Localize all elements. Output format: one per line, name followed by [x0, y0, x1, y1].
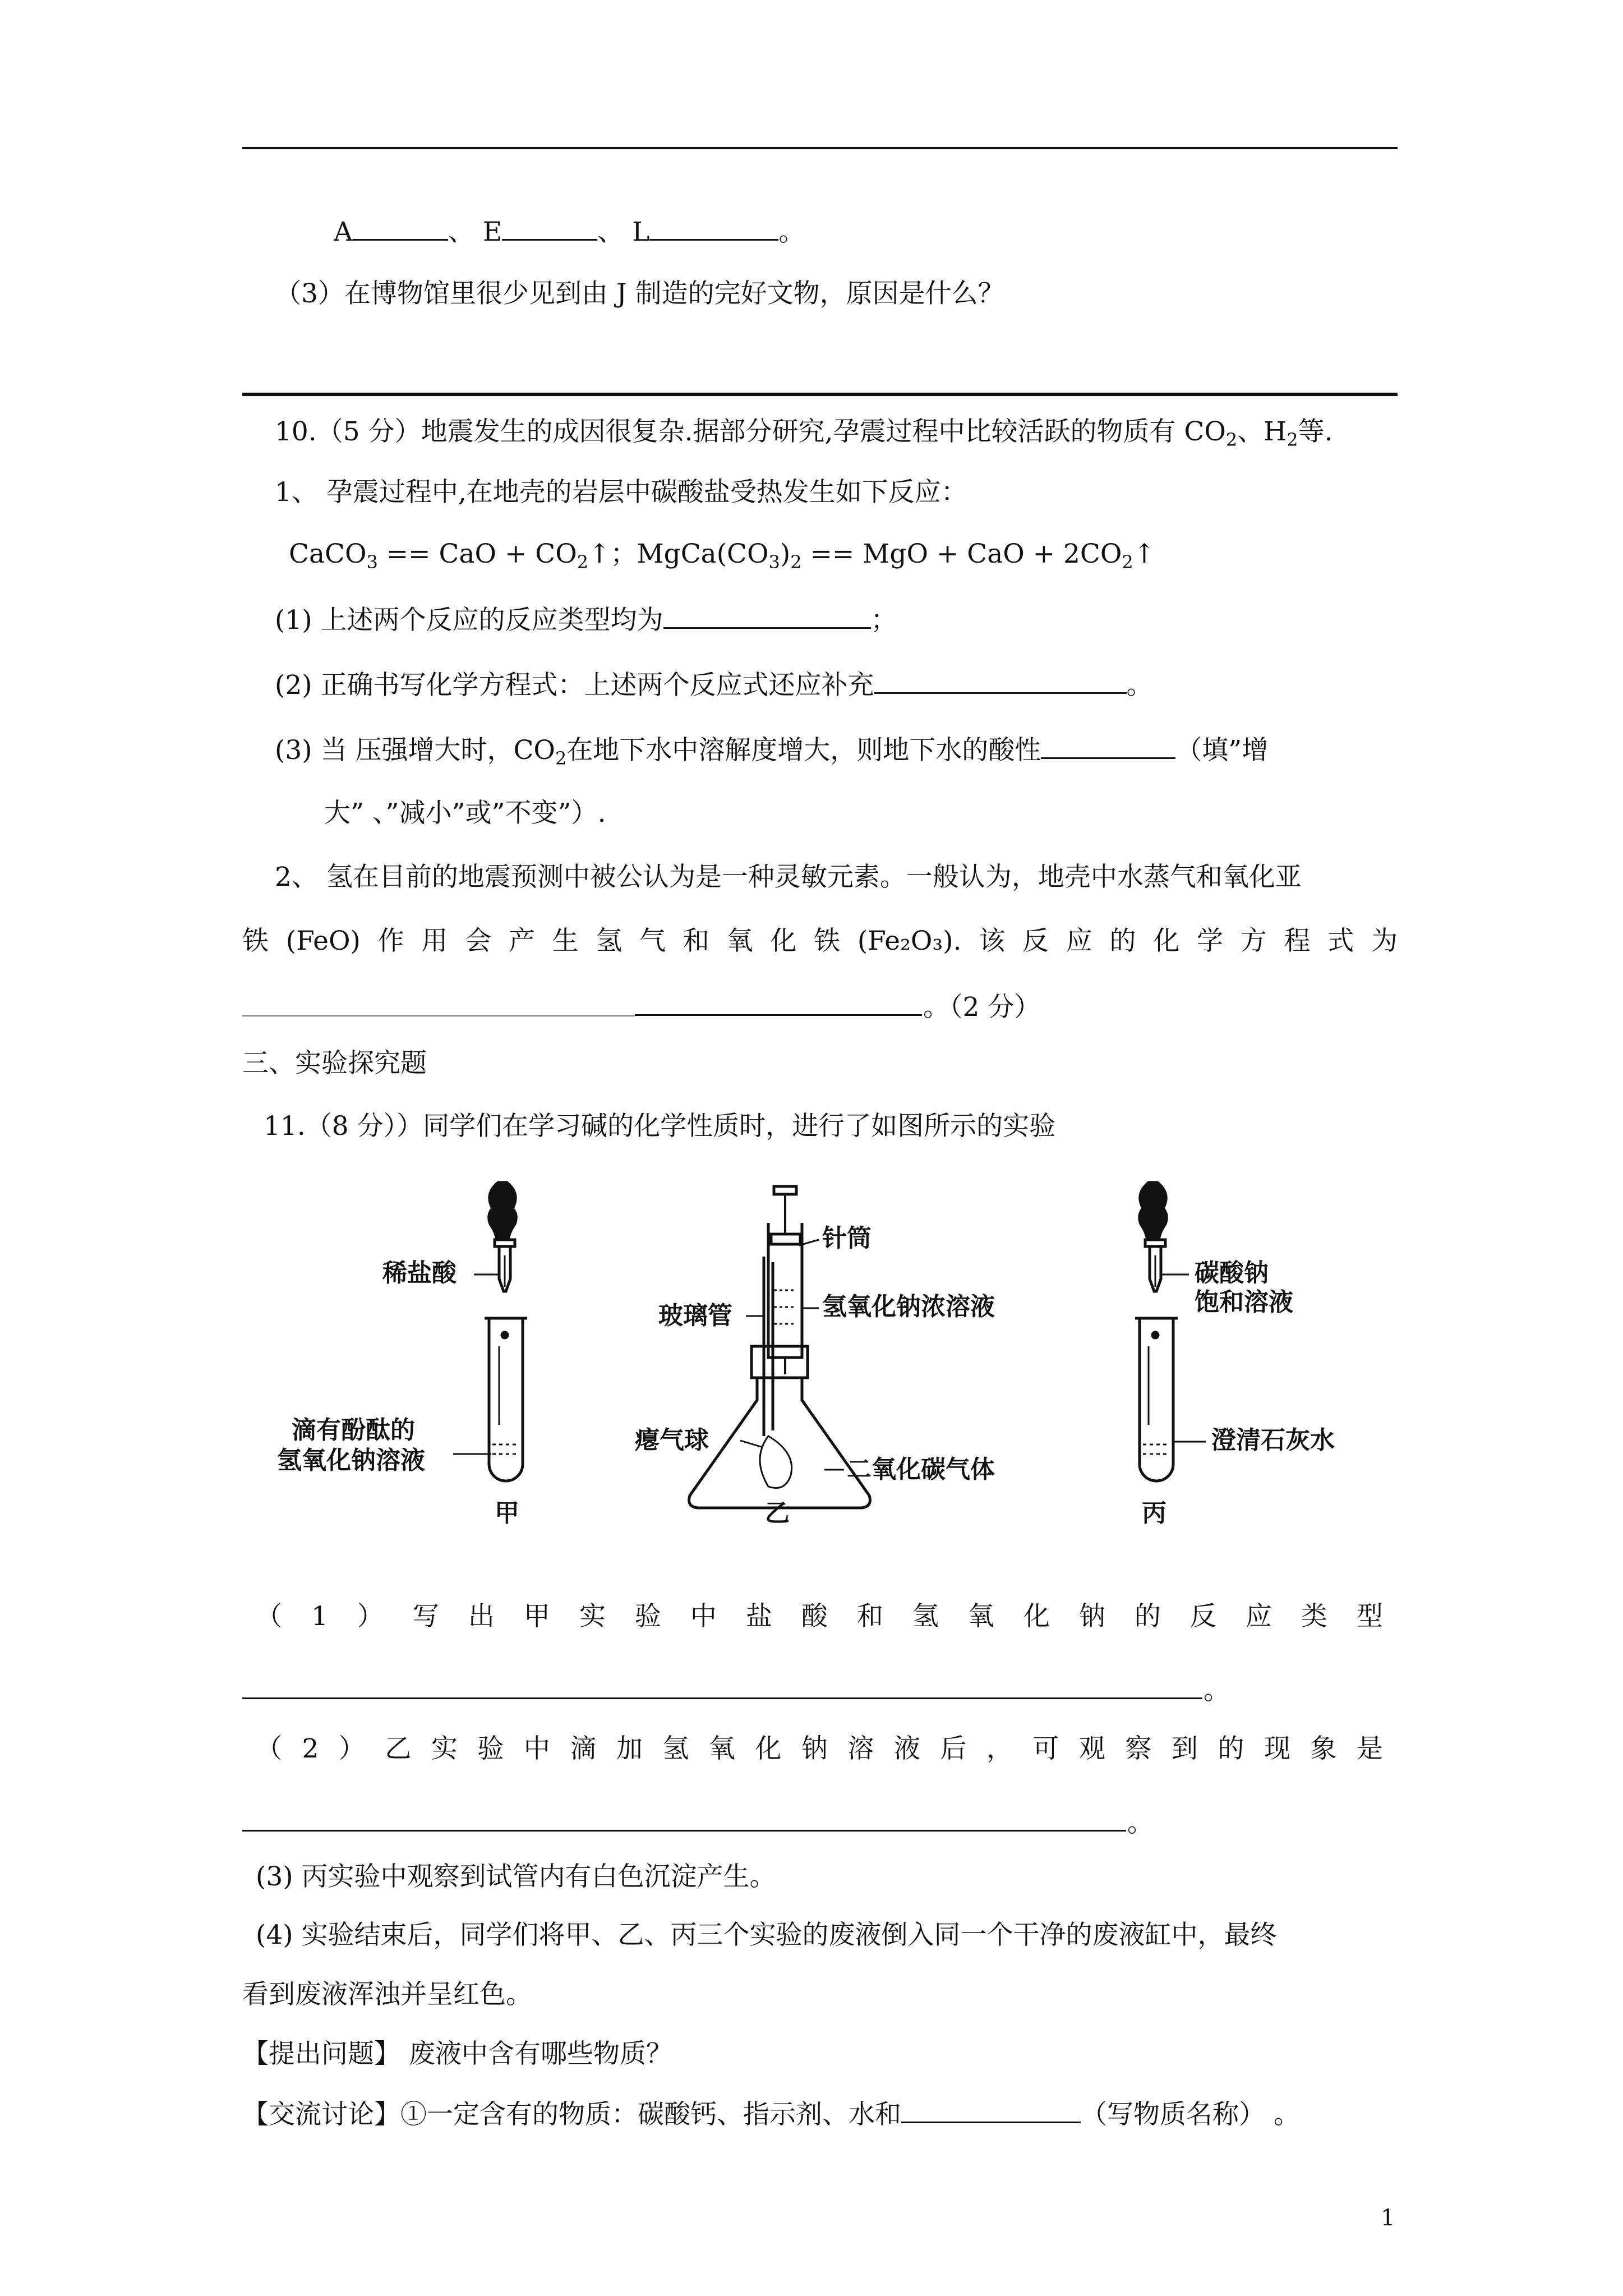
question-10-s2: (2) 正确书写化学方程式：上述两个反应式还应补充 。: [275, 670, 1153, 701]
question-11-discuss: 【交流讨论】①一定含有的物质：碳酸钙、指示剂、水和 （写物质名称） 。: [242, 2099, 1300, 2130]
section-3-title: 三、实验探究题: [242, 1048, 427, 1079]
page-number: 1: [1381, 2205, 1395, 2231]
question-11-s1-end: 。: [1204, 1675, 1230, 1706]
question-10-s1: (1) 上述两个反应的反应类型均为 ；: [275, 605, 897, 636]
equations: CaCO$_3$ == CaO + $CO_2↑$；$MgCa(CO_3)_2$ == MgO + CaO + $2CO_2↑$: [289, 539, 1156, 573]
answer-blank-s2: [242, 1830, 1126, 1832]
label-limewater: 澄清石灰水: [1211, 1426, 1335, 1455]
label-dilute-hcl: 稀盐酸: [382, 1259, 457, 1287]
question-11-s4b: 看到废液浑浊并呈红色。: [242, 1979, 532, 2010]
answer-blank-s1: [242, 1697, 1202, 1699]
question-11-s2: （ 2 ） 乙 实 验 中 滴 加 氢 氧 化 钠 溶 液 后 ， 可 观 察 到 的 现 象 是: [256, 1733, 1383, 1764]
question-9-3: （3）在博物馆里很少见到由 J 制造的完好文物，原因是什么？: [275, 278, 1004, 309]
label-glass-tube: 玻璃管: [658, 1301, 732, 1330]
question-10-s3: (3) 当 压强增大时，$CO_2$在地下水中溶解度增大，则地下水的酸性 （填”增: [275, 735, 1269, 769]
question-10-part2-end: 。（2 分）: [923, 992, 1041, 1023]
question-11-s2-end: 。: [1127, 1807, 1154, 1838]
label-balloon: 瘪气球: [635, 1426, 709, 1455]
question-10-s3-cont: 大” 、”减小”或”不变”）.: [324, 798, 606, 829]
label-phenolphthalein-1: 滴有酚酞的: [292, 1416, 415, 1444]
label-co2: 二氧化碳气体: [847, 1455, 995, 1484]
question-11-ask: 【提出问题】 废液中含有哪些物质？: [242, 2039, 672, 2069]
question-11-s1: （ 1 ） 写 出 甲 实 验 中 盐 酸 和 氢 氧 化 钠 的 反 应 类 型: [256, 1601, 1383, 1632]
label-syringe: 针筒: [822, 1224, 872, 1253]
label-phenolphthalein-2: 氢氧化钠溶液: [277, 1446, 425, 1475]
label-yi: 乙: [765, 1499, 790, 1527]
label-jia: 甲: [495, 1499, 519, 1527]
question-10-intro: 10.（5 分）地震发生的成因很复杂.据部分研究,孕震过程中比较活跃的物质有 $CO_2$、$H_2$等.: [275, 416, 1333, 450]
label-na2co3-1: 碳酸钠: [1195, 1259, 1269, 1287]
question-10-part1: 1、 孕震过程中,在地壳的岩层中碳酸盐受热发生如下反应：: [275, 477, 967, 508]
answer-line-ael: A 、 E 、 L 。: [334, 217, 805, 247]
question-11-s4a: (4) 实验结束后，同学们将甲、乙、丙三个实验的废液倒入同一个干净的废液缸中，最终: [256, 1920, 1277, 1950]
question-11-s3: (3) 丙实验中观察到试管内有白色沉淀产生。: [256, 1861, 776, 1892]
question-10-part2: 2、 氢在目前的地震预测中被公认为是一种灵敏元素。一般认为，地壳中水蒸气和氧化亚: [275, 862, 1302, 892]
label-na2co3-2: 饱和溶液: [1195, 1288, 1293, 1317]
label-naoh-conc: 氢氧化钠浓溶液: [822, 1292, 995, 1321]
flask-yi: [689, 1346, 870, 1508]
test-tube-bing: [1135, 1318, 1178, 1481]
question-10-part2-line2: 铁 (FeO) 作 用 会 产 生 氢 气 和 氧 化 铁 (Fe₂O₃). 该 反 应 的 化 学 方 程 式 为: [242, 926, 1398, 956]
test-tube-jia: [485, 1318, 527, 1481]
label-bing: 丙: [1142, 1499, 1166, 1527]
question-11-intro: 11.（8 分））同学们在学习碱的化学性质时，进行了如图所示的实验: [264, 1111, 1056, 1142]
